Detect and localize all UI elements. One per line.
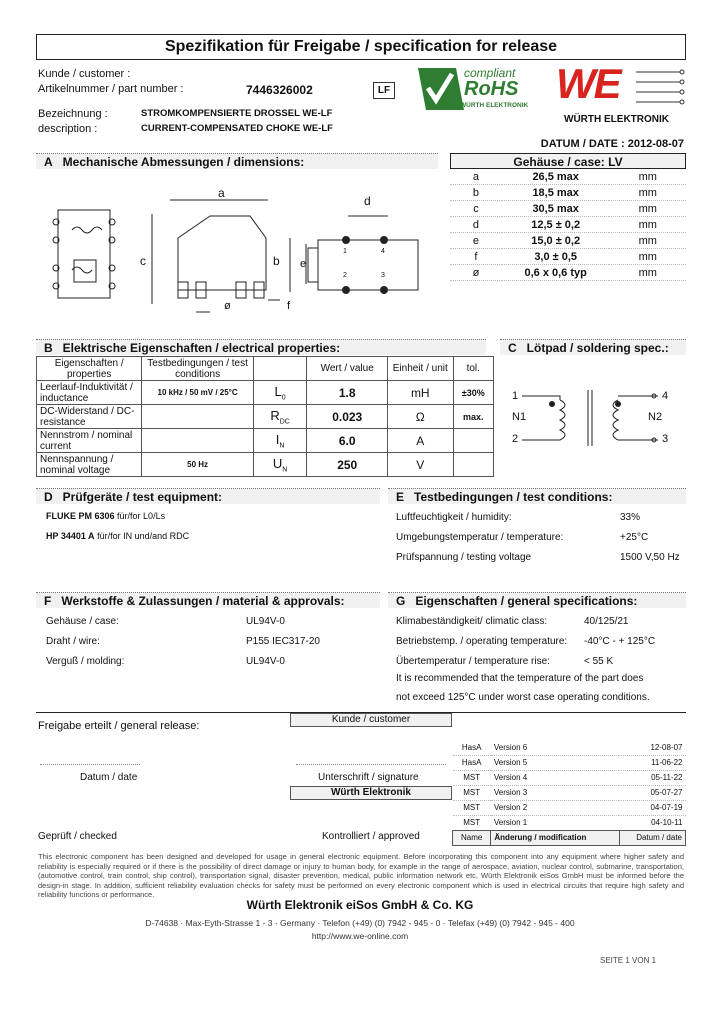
equipment-1-device: FLUKE PM 6306 [46,511,115,521]
dim-label-c: c [140,254,146,268]
dimension-unit: mm [609,233,686,249]
electrical-condition [142,405,253,429]
electrical-unit: A [388,429,454,453]
dimension-val: 18,5 max [502,185,610,201]
electrical-condition: 10 kHz / 50 mV / 25°C [142,381,253,405]
document-date: DATUM / DATE : 2012-08-07 [540,138,684,150]
electrical-tolerance [453,453,493,477]
dimension-sym: ø [450,265,502,281]
dimension-row [450,265,686,281]
pin-label-3: 3 [381,272,385,279]
general-note-1: It is recommended that the temperature of the part does [396,673,644,684]
test-condition-value: 1500 V,50 Hz [620,552,680,563]
version-change: Version 4 [491,770,619,785]
dimension-table [450,169,686,281]
section-g-letter: G [396,594,406,608]
section-a-letter: A [44,155,53,169]
company-website[interactable]: http://www.we-online.com [311,931,409,941]
release-approved: Kontrolliert / approved [322,831,420,842]
electrical-property: DC-Widerstand / DC-resistance [37,405,142,429]
dimension-sym: c [450,201,502,217]
version-change: Version 1 [491,815,619,830]
company-name: Würth Elektronik eiSos GmbH & Co. KG [246,898,474,912]
section-a-title: Mechanische Abmessungen / dimensions: [62,155,305,169]
mechanical-drawing [38,178,438,328]
section-f-letter: F [44,594,52,608]
release-checked: Geprüft / checked [38,831,117,842]
electrical-row [37,453,494,477]
electrical-symbol-sub: N [282,466,288,474]
electrical-value: 250 [307,453,388,477]
electrical-tolerance [453,429,493,453]
version-change: Version 2 [491,800,619,815]
section-c-title: Lötpad / soldering spec.: [526,341,669,355]
disclaimer: This electronic component has been designed and developed for usage in general electronic equipment. Before incorporating this component into any equipment where higher safety and reliability is especially required or if there is the possibility of direct damage or injury to human body, for example in the range of aerospace, aviation, nuclear control, submarine, transportation, (automotive control, train control, ship control), transportation signal, disaster prevention, medical, public information network etc, Würth Elektronik eiSos GmbH must be informed before the design-in stage. In addition, sufficient reliability evaluation checks for safety must be performed on every electronic component which is used in electrical circuits that require high safety and reliability functions or performance. [38,852,684,900]
general-spec-value: 40/125/21 [584,616,629,627]
dimension-val: 0,6 x 0,6 typ [502,265,610,281]
section-g-title: Eigenschaften / general specifications: [415,594,638,608]
dimension-sym: e [450,233,502,249]
version-date: 05-11-22 [619,770,685,785]
electrical-symbol-main: L [274,383,282,399]
dimension-unit: mm [609,265,686,281]
section-g-header [388,592,686,608]
general-note-2: not exceed 125°C under worst case operating conditions. [396,692,650,703]
schematic-pin-1: 1 [512,390,519,402]
section-b-title: Elektrische Eigenschaften / electrical properties: [62,341,341,355]
electrical-value: 6.0 [307,429,388,453]
electrical-tolerance: ±30% [453,381,493,405]
release-sig-line [296,764,446,765]
page-title: Spezifikation für Freigabe / specification for release [36,34,686,60]
test-condition-value: 33% [620,512,641,523]
dimension-row [450,169,686,185]
customer-label: Kunde / customer : [38,68,131,80]
dimension-row [450,201,686,217]
schematic-pin-3: 3 [662,433,669,445]
dimension-unit: mm [609,201,686,217]
section-b-header [36,339,486,355]
electrical-unit: Ω [388,405,454,429]
dimension-val: 30,5 max [502,201,610,217]
version-row [453,740,686,755]
dimension-row [450,185,686,201]
equipment-1-text: für/for L0/Ls [117,511,166,521]
section-d-letter: D [44,490,53,504]
schematic-pin-2: 2 [512,433,519,445]
version-name: MST [453,815,491,830]
electrical-unit: V [388,453,454,477]
electrical-row [37,405,494,429]
electrical-symbol [253,453,307,477]
section-f-title: Werkstoffe & Zulassungen / material & approvals: [61,594,345,608]
section-a-header [36,153,438,169]
electrical-table [36,356,494,477]
version-row [453,785,686,800]
description-value: CURRENT-COMPENSATED CHOKE WE-LF [141,123,333,134]
material-label: Draht / wire: [46,636,100,647]
version-name: HasA [453,740,491,755]
pin-label-1: 1 [343,248,347,255]
release-date-label: Datum / date [80,772,138,783]
version-header-date: Datum / date [619,830,685,845]
elec-header-prop: Eigenschaften / properties [37,357,142,381]
dim-label-d: d [364,194,371,208]
dim-label-f: f [287,300,291,312]
electrical-symbol-main: U [272,455,283,471]
version-date: 05-07-27 [619,785,685,800]
version-name: HasA [453,755,491,770]
dimension-val: 26,5 max [502,169,610,185]
electrical-tolerance: max. [453,405,493,429]
test-condition-label: Umgebungstemperatur / temperature: [396,532,564,543]
electrical-symbol [253,405,307,429]
schematic-n1: N1 [512,411,527,423]
section-d-header [36,488,380,504]
dimension-row [450,249,686,265]
section-c-header [500,339,686,355]
dim-label-phi: ø [224,300,231,312]
electrical-symbol-sub: N [279,442,285,450]
equipment-2 [46,531,189,541]
version-date: 11-06-22 [619,755,685,770]
electrical-condition: 50 Hz [142,453,253,477]
test-condition-value: +25°C [620,532,649,543]
pin-label-2: 2 [343,272,347,279]
release-label: Freigabe erteilt / general release: [38,720,200,732]
version-date: 04-07-19 [619,800,685,815]
dimension-unit: mm [609,185,686,201]
version-change: Version 6 [491,740,619,755]
rohs-logo [416,66,542,112]
dimension-unit: mm [609,169,686,185]
electrical-value: 1.8 [307,381,388,405]
electrical-property: Leerlauf-Induktivität / inductance [37,381,142,405]
section-d-title: Prüfgeräte / test equipment: [62,490,223,504]
dimension-sym: d [450,217,502,233]
section-e-title: Testbedingungen / test conditions: [414,490,613,504]
description-label: description : [38,123,98,135]
elec-header-cond: Testbedingungen / test conditions [142,357,253,381]
test-condition-label: Prüfspannung / testing voltage [396,552,532,563]
we-letters: WE [556,60,620,107]
dim-label-e: e [300,258,307,270]
dimension-val: 15,0 ± 0,2 [502,233,610,249]
version-table [452,740,686,846]
electrical-condition [142,429,253,453]
electrical-symbol-main: I [275,431,280,447]
section-e-letter: E [396,490,405,504]
release-wurth: Würth Elektronik [290,786,452,800]
electrical-symbol-main: R [270,407,280,423]
case-title: Gehäuse / case: LV [450,153,686,169]
elec-header-tol: tol. [453,357,493,381]
dimension-val: 3,0 ± 0,5 [502,249,610,265]
electrical-property: Nennspannung / nominal voltage [37,453,142,477]
version-date: 12-08-07 [619,740,685,755]
version-name: MST [453,785,491,800]
rohs-text: RoHS [464,78,519,100]
lf-badge: LF [373,82,395,99]
electrical-symbol-sub: DC [279,418,290,426]
we-lines-icon [636,66,686,110]
dimension-sym: f [450,249,502,265]
material-label: Gehäuse / case: [46,616,119,627]
electrical-unit: mH [388,381,454,405]
release-date-line [40,764,140,765]
section-b-letter: B [44,341,53,355]
material-value: UL94V-0 [246,656,285,667]
general-spec-label: Klimabeständigkeit/ climatic class: [396,616,548,627]
version-change: Version 5 [491,755,619,770]
electrical-symbol [253,381,307,405]
elec-header-unit: Einheit / unit [388,357,454,381]
dimension-unit: mm [609,217,686,233]
material-value: UL94V-0 [246,616,285,627]
dim-label-a: a [218,186,225,200]
version-change: Version 3 [491,785,619,800]
dimension-sym: b [450,185,502,201]
schematic-pin-4: 4 [662,390,669,402]
dimension-val: 12,5 ± 0,2 [502,217,610,233]
general-spec-label: Betriebstemp. / operating temperature: [396,636,568,647]
version-row [453,770,686,785]
we-company: WÜRTH ELEKTRONIK [564,114,669,125]
release-signature-label: Unterschrift / signature [318,772,419,783]
version-row [453,815,686,830]
version-row [453,755,686,770]
version-header-change: Änderung / modification [491,830,619,845]
equipment-1 [46,511,165,521]
version-header-row [453,830,686,845]
schematic-n2: N2 [648,411,663,423]
part-number: 7446326002 [246,83,313,97]
general-spec-value: -40°C - + 125°C [584,636,656,647]
dimension-sym: a [450,169,502,185]
part-label: Artikelnummer / part number : [38,83,184,95]
electrical-row [37,381,494,405]
designation-label: Bezeichnung : [38,108,108,120]
material-value: P155 IEC317-20 [246,636,320,647]
rohs-compliant: compliant [464,66,516,80]
electrical-row [37,429,494,453]
material-label: Verguß / molding: [46,656,125,667]
section-e-header [388,488,686,504]
section-c-letter: C [508,341,517,355]
section-f-header [36,592,380,608]
rohs-company: WÜRTH ELEKTRONIK [460,102,529,109]
equipment-2-device: HP 34401 A [46,531,95,541]
dim-label-b: b [273,254,280,268]
dimension-unit: mm [609,249,686,265]
designation-value: STROMKOMPENSIERTE DROSSEL WE-LF [141,108,333,119]
dimension-row [450,217,686,233]
electrical-symbol [253,429,307,453]
electrical-property: Nennstrom / nominal current [37,429,142,453]
pin-label-4: 4 [381,248,385,255]
version-row [453,800,686,815]
version-name: MST [453,770,491,785]
equipment-2-text: für/for IN und/and RDC [97,531,190,541]
we-logo [556,60,686,128]
page-number: SEITE 1 VON 1 [600,956,657,965]
elec-header-value: Wert / value [307,357,388,381]
version-name: MST [453,800,491,815]
version-header-name: Name [453,830,491,845]
test-condition-label: Luftfeuchtigkeit / humidity: [396,512,512,523]
company-address: D-74638 · Max-Eyth-Strasse 1 - 3 · Germany · Telefon (+49) (0) 7942 - 945 - 0 · Telefax (+49) (0) 7942 - 945 - 400 [145,918,575,928]
dimension-row [450,233,686,249]
general-spec-value: < 55 K [584,656,614,667]
general-spec-label: Übertemperatur / temperature rise: [396,656,550,667]
electrical-symbol-sub: 0 [281,394,286,402]
release-customer: Kunde / customer [290,713,452,727]
electrical-value: 0.023 [307,405,388,429]
version-date: 04-10-11 [619,815,685,830]
